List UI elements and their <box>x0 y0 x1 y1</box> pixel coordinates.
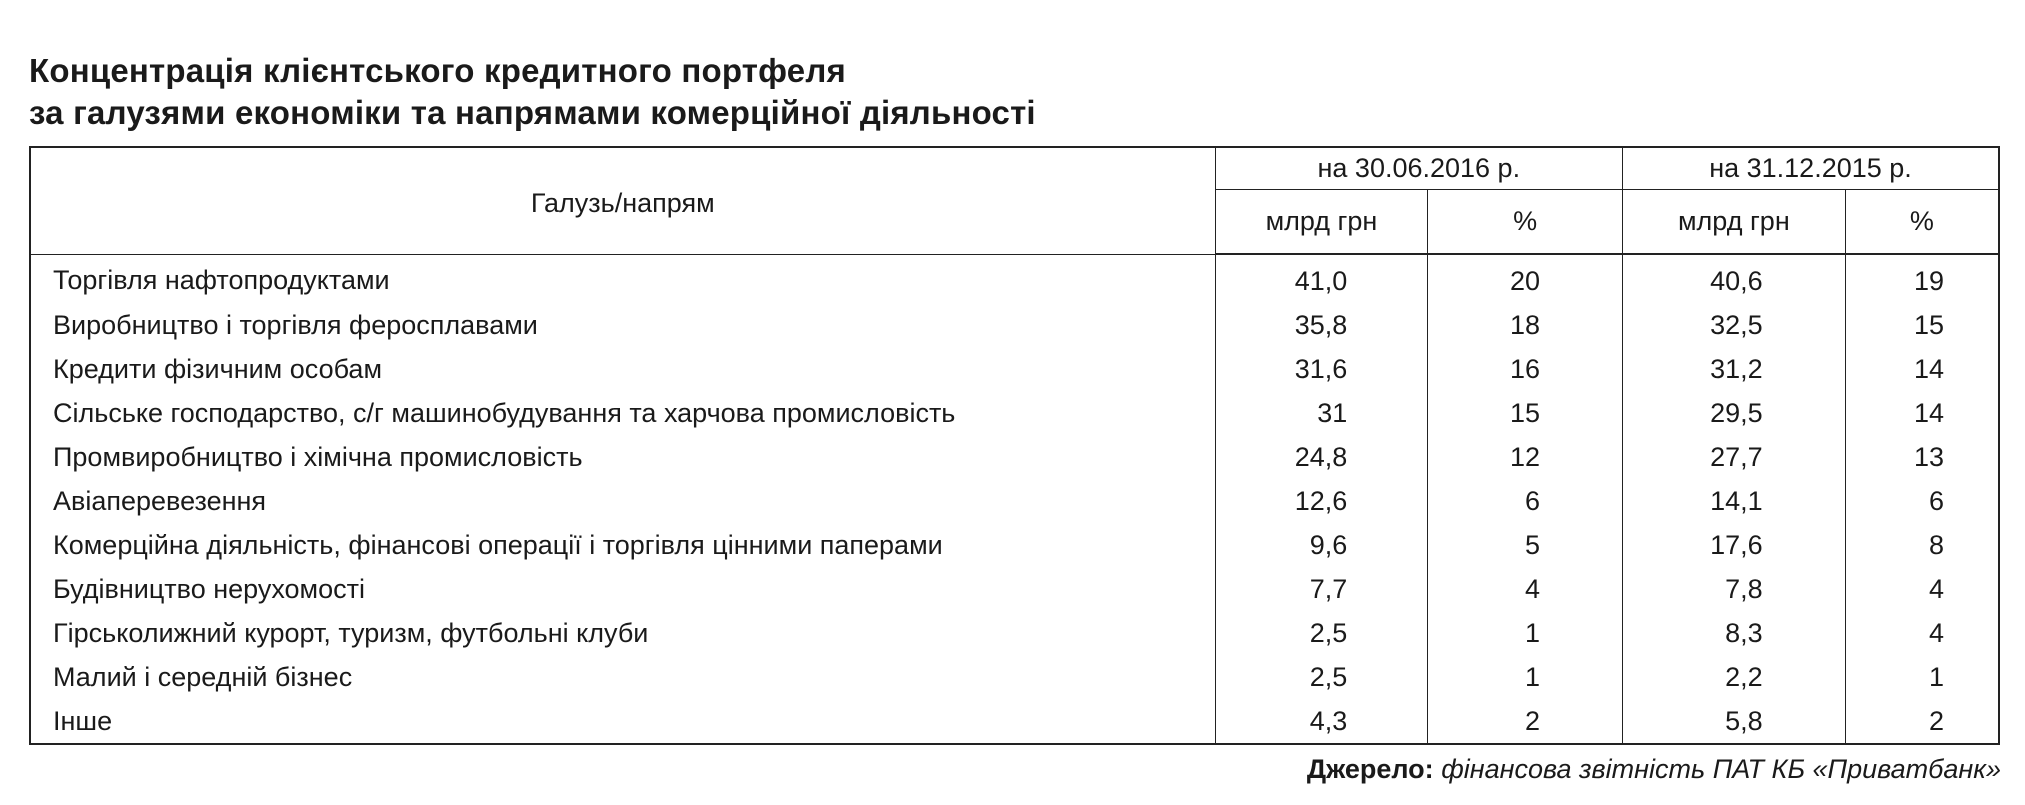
cell-industry: Малий і середній бізнес <box>30 655 1215 699</box>
cell-bn-uah-2016: 12,6 <box>1215 479 1428 523</box>
cell-bn-uah-2015: 31,2 <box>1623 347 1846 391</box>
table-row <box>30 655 1999 699</box>
cell-percent-2016: 18 <box>1428 303 1623 347</box>
cell-bn-uah-2016: 4,3 <box>1215 699 1428 744</box>
cell-bn-uah-2015: 40,6 <box>1623 254 1846 303</box>
cell-percent-2016: 12 <box>1428 435 1623 479</box>
cell-percent-2015: 15 <box>1845 303 1999 347</box>
cell-bn-uah-2016: 31 <box>1215 391 1428 435</box>
cell-percent-2016: 6 <box>1428 479 1623 523</box>
cell-bn-uah-2015: 8,3 <box>1623 611 1846 655</box>
table-header <box>30 147 1999 254</box>
page-title <box>29 50 1036 134</box>
table-row <box>30 254 1999 303</box>
table-row <box>30 611 1999 655</box>
table-row <box>30 567 1999 611</box>
cell-percent-2015: 14 <box>1845 347 1999 391</box>
cell-percent-2016: 4 <box>1428 567 1623 611</box>
column-header-percent-2016: % <box>1428 190 1623 255</box>
cell-bn-uah-2015: 17,6 <box>1623 523 1846 567</box>
cell-bn-uah-2016: 24,8 <box>1215 435 1428 479</box>
table-body <box>30 254 1999 744</box>
cell-bn-uah-2016: 35,8 <box>1215 303 1428 347</box>
cell-percent-2015: 13 <box>1845 435 1999 479</box>
cell-bn-uah-2015: 27,7 <box>1623 435 1846 479</box>
table-row <box>30 303 1999 347</box>
cell-percent-2016: 16 <box>1428 347 1623 391</box>
title-line-2: за галузями економіки та напрямами комерційної діяльності <box>29 94 1036 131</box>
cell-percent-2016: 2 <box>1428 699 1623 744</box>
cell-percent-2015: 4 <box>1845 567 1999 611</box>
cell-percent-2015: 19 <box>1845 254 1999 303</box>
cell-bn-uah-2015: 2,2 <box>1623 655 1846 699</box>
column-header-bn-uah-2016: млрд грн <box>1215 190 1428 255</box>
cell-percent-2015: 8 <box>1845 523 1999 567</box>
cell-percent-2016: 1 <box>1428 611 1623 655</box>
cell-bn-uah-2015: 14,1 <box>1623 479 1846 523</box>
cell-industry: Комерційна діяльність, фінансові операції і торгівля цінними паперами <box>30 523 1215 567</box>
column-header-period-2016: на 30.06.2016 р. <box>1215 147 1622 190</box>
cell-industry: Інше <box>30 699 1215 744</box>
table-row <box>30 479 1999 523</box>
cell-bn-uah-2016: 31,6 <box>1215 347 1428 391</box>
cell-bn-uah-2015: 7,8 <box>1623 567 1846 611</box>
column-header-percent-2015: % <box>1845 190 1999 255</box>
title-line-1: Концентрація клієнтського кредитного портфеля <box>29 52 846 89</box>
column-header-industry: Галузь/напрям <box>30 147 1215 254</box>
cell-percent-2016: 15 <box>1428 391 1623 435</box>
cell-industry: Сільське господарство, с/г машинобудування та харчова промисловість <box>30 391 1215 435</box>
header-row-periods <box>30 147 1999 190</box>
table-row <box>30 523 1999 567</box>
table-row <box>30 347 1999 391</box>
cell-industry: Будівництво нерухомості <box>30 567 1215 611</box>
cell-bn-uah-2015: 29,5 <box>1623 391 1846 435</box>
cell-industry: Гірськолижний курорт, туризм, футбольні клуби <box>30 611 1215 655</box>
cell-industry: Авіаперевезення <box>30 479 1215 523</box>
cell-bn-uah-2015: 32,5 <box>1623 303 1846 347</box>
cell-bn-uah-2015: 5,8 <box>1623 699 1846 744</box>
cell-percent-2015: 2 <box>1845 699 1999 744</box>
cell-industry: Промвиробництво і хімічна промисловість <box>30 435 1215 479</box>
cell-percent-2015: 1 <box>1845 655 1999 699</box>
cell-bn-uah-2016: 41,0 <box>1215 254 1428 303</box>
cell-percent-2016: 1 <box>1428 655 1623 699</box>
source-note <box>1307 754 2001 785</box>
cell-industry: Торгівля нафтопродуктами <box>30 254 1215 303</box>
cell-percent-2015: 14 <box>1845 391 1999 435</box>
table-row <box>30 699 1999 744</box>
cell-bn-uah-2016: 7,7 <box>1215 567 1428 611</box>
cell-bn-uah-2016: 2,5 <box>1215 655 1428 699</box>
cell-percent-2016: 20 <box>1428 254 1623 303</box>
cell-percent-2016: 5 <box>1428 523 1623 567</box>
cell-percent-2015: 4 <box>1845 611 1999 655</box>
cell-bn-uah-2016: 2,5 <box>1215 611 1428 655</box>
column-header-period-2015: на 31.12.2015 р. <box>1623 147 1999 190</box>
table-row <box>30 435 1999 479</box>
cell-bn-uah-2016: 9,6 <box>1215 523 1428 567</box>
cell-industry: Кредити фізичним особам <box>30 347 1215 391</box>
source-text: фінансова звітність ПАТ КБ «Приватбанк» <box>1441 754 2001 784</box>
loan-concentration-table <box>29 146 2000 745</box>
table-row <box>30 391 1999 435</box>
cell-percent-2015: 6 <box>1845 479 1999 523</box>
source-label: Джерело: <box>1306 754 1434 784</box>
cell-industry: Виробництво і торгівля феросплавами <box>30 303 1215 347</box>
column-header-bn-uah-2015: млрд грн <box>1623 190 1846 255</box>
